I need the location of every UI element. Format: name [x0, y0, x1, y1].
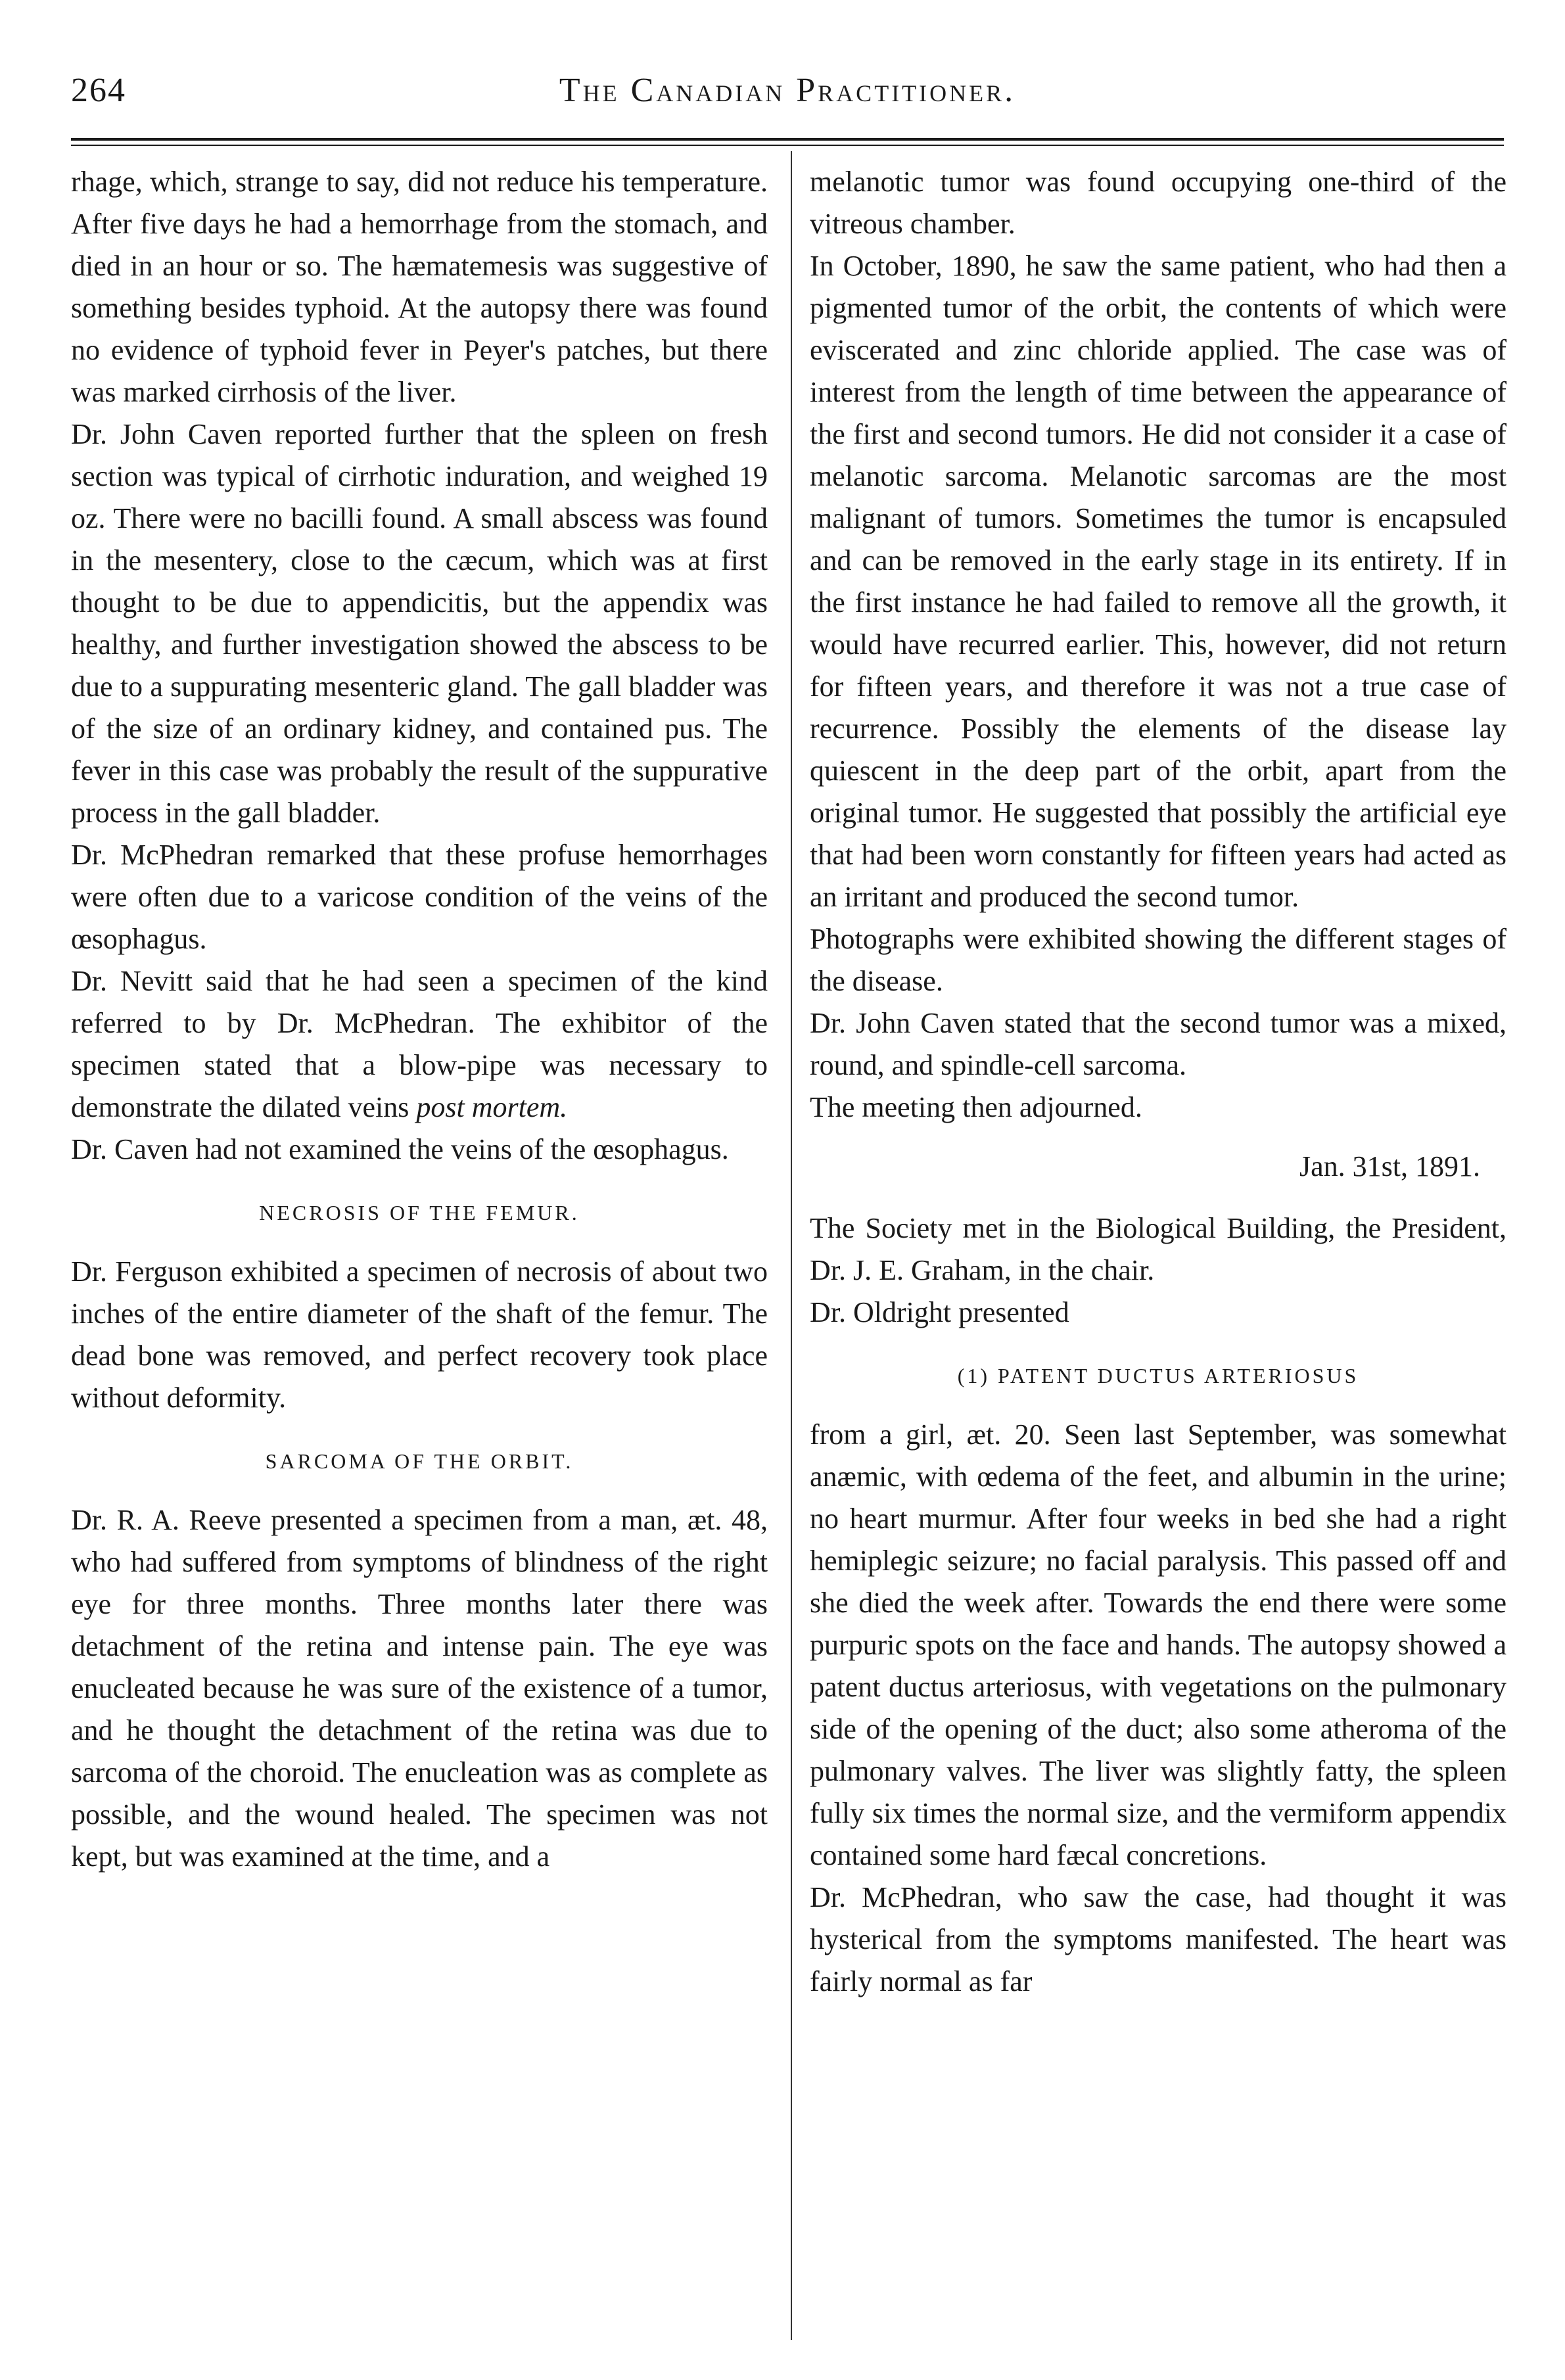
paragraph: Dr. R. A. Reeve presented a specimen from a man, æt. 48, who had suffered from symptoms of blindness of the right eye for three months. Three months later there was detachment of the retina and intense pain. The eye was enucleated because he was sure of the existence of a tumor, and he thought the detachment of the retina was due to sarcoma of the choroid. The enucleation was as complete as possible, and the wound healed. The specimen was not kept, but was examined at the time, and a: [71, 1504, 768, 1873]
right-column: [810, 161, 1507, 2003]
paragraph: Dr. Caven had not examined the veins of the œsophagus.: [71, 1133, 729, 1165]
running-title: The Canadian Practitioner.: [559, 72, 1016, 109]
header-rule: [71, 138, 1504, 141]
header-rule-thin: [71, 145, 1504, 146]
paragraph: from a girl, æt. 20. Seen last September, was somewhat anæmic, with œdema of the feet, and albumin in the urine; no heart murmur. After four weeks in bed she had a right hemiplegic seizure; no facial paralysis. This passed off and she died the week after. Towards the end there were some purpuric spots on the face and hands. The autopsy showed a patent ductus arteriosus, with vegetations on the pulmonary side of the opening of the duct; also some atheroma of the pulmonary valves. The liver was slightly fatty, the spleen fully six times the normal size, and the vermiform appendix contained some hard fæcal concretions.: [810, 1418, 1507, 1871]
paragraph: In October, 1890, he saw the same patient, who had then a pigmented tumor of the orbit, the contents of which were eviscerated and zinc chloride applied. The case was of interest from the length of time between the appearance of the first and second tumors. He did not consider it a case of melanotic sarcoma. Melanotic sarcomas are the most malignant of tumors. Sometimes the tumor is encapsuled and can be removed in the early stage in its entirety. If in the first instance he had failed to remove all the growth, it would have recurred earlier. This, however, did not return for fifteen years, and therefore it was not a true case of recurrence. Possibly the elements of the disease lay quiescent in the deep part of the orbit, apart from the original tumor. He suggested that possibly the artificial eye that had been worn constantly for fifteen years had acted as an irritant and produced the second tumor.: [810, 250, 1507, 913]
paragraph: Dr. McPhedran remarked that these profuse hemorrhages were often due to a varicose condition of the veins of the œsophagus.: [71, 839, 768, 955]
italic-phrase: post mortem.: [416, 1091, 568, 1123]
paragraph: The Society met in the Biological Building, the President, Dr. J. E. Graham, in the chair.: [810, 1212, 1507, 1286]
left-column: [71, 161, 768, 1878]
column-divider: [791, 151, 792, 2340]
paragraph: The meeting then adjourned.: [810, 1091, 1142, 1123]
paragraph: Dr. McPhedran, who saw the case, had thought it was hysterical from the symptoms manifested. The heart was fairly normal as far: [810, 1881, 1507, 1997]
section-heading-sarcoma: SARCOMA OF THE ORBIT.: [265, 1449, 574, 1473]
paragraph: Dr. John Caven reported further that the spleen on fresh section was typical of cirrhotic induration, and weighed 19 oz. There were no bacilli found. A small abscess was found in the mesentery, close to the cæcum, which was at first thought to be due to appendicitis, but the appendix was healthy, and further investigation showed the abscess to be due to a suppurating mesenteric gland. The gall bladder was of the size of an ordinary kidney, and contained pus. The fever in this case was probably the result of the suppurative process in the gall bladder.: [71, 418, 768, 829]
paragraph-text: Dr. Nevitt said that he had seen a specimen of the kind referred to by Dr. McPhedran. The exhibitor of the specimen stated that a blow-pipe was necessary to demonstrate the dilated veins: [71, 965, 768, 1123]
paragraph: Dr. John Caven stated that the second tumor was a mixed, round, and spindle-cell sarcoma.: [810, 1007, 1507, 1081]
paragraph: Dr. Oldright presented: [810, 1296, 1069, 1328]
paragraph: Photographs were exhibited showing the different stages of the disease.: [810, 923, 1507, 997]
paragraph: melanotic tumor was found occupying one-third of the vitreous chamber.: [810, 166, 1507, 240]
page-number: 264: [71, 72, 126, 109]
meeting-date: Jan. 31st, 1891.: [1299, 1150, 1480, 1182]
paragraph: Dr. Ferguson exhibited a specimen of necrosis of about two inches of the entire diameter of the shaft of the femur. The dead bone was removed, and perfect recovery took place without deformity.: [71, 1255, 768, 1414]
paragraph: rhage, which, strange to say, did not reduce his temperature. After five days he had a hemorrhage from the stomach, and died in an hour or so. The hæmatemesis was suggestive of something besides typhoid. At the autopsy there was found no evidence of typhoid fever in Peyer's patches, but there was marked cirrhosis of the liver.: [71, 166, 768, 408]
section-heading-necrosis: NECROSIS OF THE FEMUR.: [259, 1201, 580, 1225]
section-heading-ductus: (1) PATENT DUCTUS ARTERIOSUS: [957, 1364, 1359, 1388]
paragraph: [71, 960, 768, 1129]
page-header: [71, 71, 1504, 130]
